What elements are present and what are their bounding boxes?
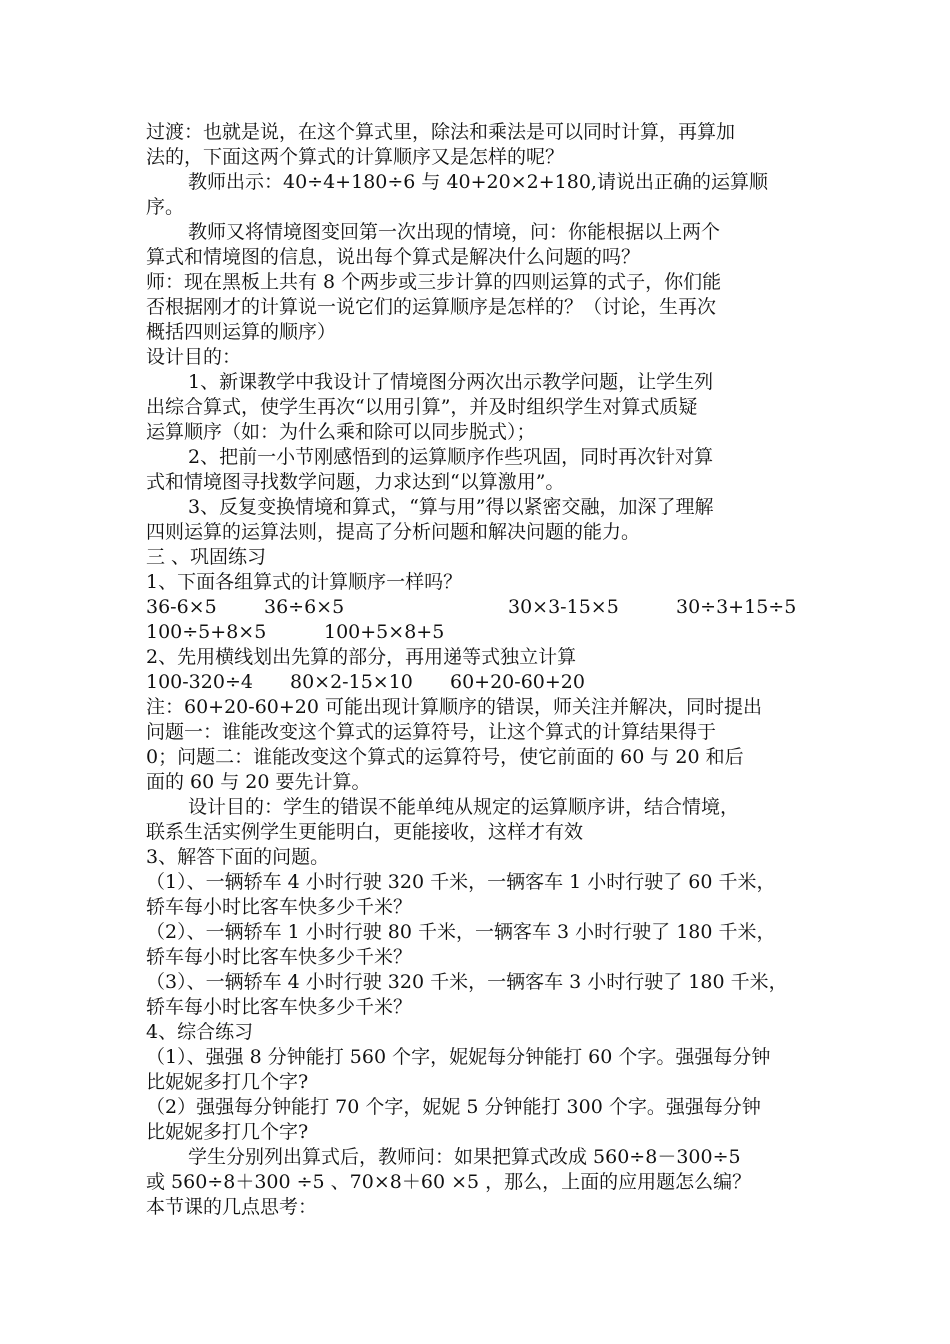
expression: 100+5×8+5: [324, 621, 445, 643]
text-line: 式和情境图寻找数学问题，力求达到“以算激用”。: [146, 471, 565, 493]
text-line: 过渡：也就是说，在这个算式里，除法和乘法是可以同时计算，再算加: [146, 121, 736, 143]
text-line: 设计目的：学生的错误不能单纯从规定的运算顺序讲，结合情境，: [188, 796, 740, 818]
paragraph-block-c: [146, 695, 822, 1220]
text-line: 法的，下面这两个算式的计算顺序又是怎样的呢？: [146, 146, 565, 168]
text-line: 四则运算的运算法则，提高了分析问题和解决问题的能力。: [146, 521, 641, 543]
text-line: 1、新课教学中我设计了情境图分两次出示教学问题，让学生列: [188, 371, 714, 393]
text-line: 概括四则运算的顺序）: [146, 321, 337, 343]
text-line: 1、下面各组算式的计算顺序一样吗？: [146, 571, 463, 593]
text-line: （2）、一辆轿车 1 小时行驶 80 千米，一辆客车 3 小时行驶了 180 千米，: [146, 921, 776, 943]
expression-row-3: [146, 670, 822, 695]
expression: 30×3-15×5: [508, 596, 619, 618]
text-line: 轿车每小时比客车快多少千米？: [146, 996, 413, 1018]
text-line: 比妮妮多打几个字?: [146, 1121, 309, 1143]
paragraph-block-a: [146, 120, 822, 595]
document-page: [146, 120, 822, 1220]
expression: 36-6×5: [146, 596, 217, 618]
expression: 100÷5+8×5: [146, 621, 267, 643]
text-line: 教师出示：40÷4+180÷6 与 40+20×2+180,请说出正确的运算顺: [188, 171, 768, 193]
text-line: 师：现在黑板上共有 8 个两步或三步计算的四则运算的式子，你们能: [146, 271, 722, 293]
text-line: 问题一：谁能改变这个算式的运算符号，让这个算式的计算结果得于: [146, 721, 717, 743]
text-line: （2）强强每分钟能打 70 个字，妮妮 5 分钟能打 300 个字。强强每分钟: [146, 1096, 761, 1118]
text-line: 比妮妮多打几个字?: [146, 1071, 309, 1093]
text-line: 算式和情境图的信息，说出每个算式是解决什么问题的吗？: [146, 246, 641, 268]
paragraph-block-b: [146, 645, 822, 670]
expression: 60+20-60+20: [450, 671, 585, 693]
text-line: （3）、一辆轿车 4 小时行驶 320 千米，一辆客车 3 小时行驶了 180 千米，: [146, 971, 788, 993]
text-line: （1）、一辆轿车 4 小时行驶 320 千米，一辆客车 1 小时行驶了 60 千米，: [146, 871, 776, 893]
text-line: 联系生活实例学生更能明白，更能接收，这样才有效: [146, 821, 584, 843]
text-line: 轿车每小时比客车快多少千米？: [146, 896, 413, 918]
expression-row-1: [146, 595, 822, 620]
text-line: 本节课的几点思考：: [146, 1196, 318, 1218]
text-line: 3、解答下面的问题。: [146, 846, 330, 868]
expression: 30÷3+15÷5: [676, 596, 797, 618]
text-line: 0；问题二：谁能改变这个算式的运算符号，使它前面的 60 与 20 和后: [146, 746, 744, 768]
expression: 100-320÷4: [146, 671, 253, 693]
text-line: 教师又将情境图变回第一次出现的情境，问：你能根据以上两个: [188, 221, 721, 243]
text-line: 4、综合练习: [146, 1021, 254, 1043]
text-line: （1）、强强 8 分钟能打 560 个字，妮妮每分钟能打 60 个字。强强每分钟: [146, 1046, 771, 1068]
text-line: 学生分别列出算式后，教师问：如果把算式改成 560÷8－300÷5: [188, 1146, 741, 1168]
text-line: 2、先用横线划出先算的部分，再用递等式独立计算: [146, 646, 577, 668]
text-line: 2、把前一小节刚感悟到的运算顺序作些巩固，同时再次针对算: [188, 446, 714, 468]
text-line: 否根据刚才的计算说一说它们的运算顺序是怎样的？（讨论，生再次: [146, 296, 717, 318]
text-line: 序。: [146, 196, 185, 218]
expression: 36÷6×5: [264, 596, 345, 618]
expression: 80×2-15×10: [290, 671, 413, 693]
text-line: 或 560÷8＋300 ÷5 、70×8＋60 ×5 ，那么，上面的应用题怎么编？: [146, 1171, 752, 1193]
text-line: 注：60+20-60+20 可能出现计算顺序的错误，师关注并解决，同时提出: [146, 696, 763, 718]
expression-row-2: [146, 620, 822, 645]
text-line: 三 、巩固练习: [146, 546, 267, 568]
text-line: 运算顺序（如：为什么乘和除可以同步脱式）；: [146, 421, 536, 443]
text-line: 轿车每小时比客车快多少千米？: [146, 946, 413, 968]
text-line: 面的 60 与 20 要先计算。: [146, 771, 371, 793]
text-line: 3、反复变换情境和算式，“算与用”得以紧密交融，加深了理解: [188, 496, 714, 518]
text-line: 出综合算式，使学生再次“以用引算”，并及时组织学生对算式质疑: [146, 396, 698, 418]
text-line: 设计目的：: [146, 346, 242, 368]
